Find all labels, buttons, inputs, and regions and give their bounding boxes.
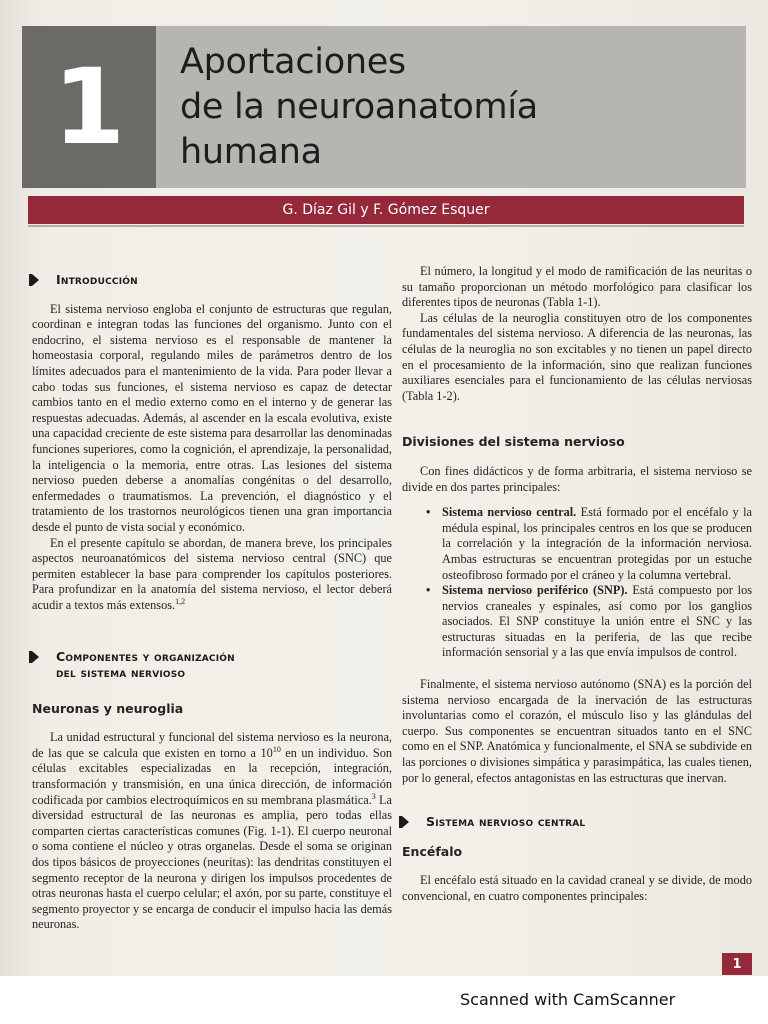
divisions-list	[402, 505, 752, 661]
chapter-title	[180, 40, 720, 175]
paragraph: El número, la longitud y el modo de ramificación de las neuritas o su tamaño proporcionan un método morfológico para clasificar los diferentes tipos de neuronas (Tabla 1-1).	[402, 264, 752, 310]
right-column	[402, 264, 752, 905]
scanner-watermark: Scanned with CamScanner	[460, 990, 676, 1009]
section-marker-icon	[32, 274, 39, 286]
subheading-encefalo: Encéfalo	[402, 843, 463, 859]
section-marker-icon	[402, 816, 409, 828]
chapter-number: 1	[52, 46, 126, 168]
section-heading-componentes: Componentes y organización del sistema nervioso	[32, 649, 392, 680]
section-marker-icon	[32, 651, 39, 663]
chapter-title-line: de la neuroanatomía	[180, 87, 538, 127]
paragraph: Las células de la neuroglia constituyen otro de los componentes fundamentales del sistema nervioso. A diferencia de las neuronas, las células de la neuroglia no son excitables y no tienen un papel directo en el procesamiento de la información, sino que realizan funciones auxiliares esenciales para el funcionamiento de las células nerviosas (Tabla 1-2).	[402, 310, 752, 403]
paragraph: La unidad estructural y funcional del sistema nervioso es la neurona, de las que se calcula que existen en torno a $10^{10}$ en un individuo. Son células excitables especializadas en la recepción, integración, transformación y transmisión, en una única dirección, de información codificada por cambios electroquímicos en su membrana plasmática.$^3$ La diversidad estructural de las neuronas es amplia, pero todas ellas comparten ciertas características comunes (Fig. 1-1). El cuerpo neuronal o soma contiene el núcleo y otras organelas. Desde el soma se originan dos tipos básicos de proyecciones (neuritas): las dendritas constituyen el segmento receptor de la neurona y dirigen los impulsos procedentes de otras neuronas hasta el cuerpo celular; el axón, por su parte, constituye el segmento proyector y se encarga de conducir el impulso hacia las demás neuronas.	[32, 730, 392, 932]
bullet-icon: •	[426, 505, 431, 520]
section-heading-introduccion: Introducción	[32, 272, 392, 288]
authors: G. Díaz Gil y F. Gómez Esquer	[282, 202, 490, 218]
reference-superscript: 1,2	[175, 596, 186, 606]
page-number-box	[722, 953, 752, 975]
divider	[28, 225, 744, 227]
paragraph: Con fines didácticos y de forma arbitraria, el sistema nervioso se divide en dos partes principales:	[402, 463, 752, 494]
subheading-neuronas: Neuronas y neuroglia	[32, 700, 184, 716]
list-item: • Sistema nervioso periférico (SNP). Está compuesto por los nervios craneales y espinales, así como por los ganglios asociados. El SNP constituye la unión entre el SNC y las estructuras situadas en la periferia, de las que recibe información sensorial y a las que envía impulsos de control.	[426, 583, 752, 660]
chapter-title-line: humana	[180, 132, 322, 172]
section-heading-snc: Sistema nervioso central	[402, 814, 752, 830]
chapter-title-line: Aportaciones	[180, 42, 406, 82]
paragraph: El encéfalo está situado en la cavidad craneal y se divide, de modo convencional, en cuatro componentes principales:	[402, 873, 752, 903]
page-number: 1	[732, 956, 742, 972]
paragraph: En el presente capítulo se abordan, de manera breve, los principales aspectos neuroanatómicos del sistema nervioso central (SNC) que permiten establecer la base para comprender los capítulos posteriores. Para profundizar en la anatomía del sistema nervioso, el lector deberá acudir a textos más extensos.$^{1,2}$	[32, 535, 392, 612]
reference-superscript: 3	[371, 791, 376, 801]
paragraph: El sistema nervioso engloba el conjunto de estructuras que regulan, coordinan e integran todas las funciones del organismo. Junto con el endocrino, el sistema nervioso es el responsable de mantener la homeostasia corporal, regulando miles de parámetros dentro de los límites adecuados para el mantenimiento de la vida. Para poder llevar a cabo todas sus funciones, el sistema nervioso es capaz de detectar cambios tanto en el medio externo como en el interno y de generar las respuestas adecuadas. Además, al ascender en la escala evolutiva, existe una capacidad creciente de este sistema para desarrollar las denominadas funciones superiores, como la cognición, el aprendizaje, la personalidad, la inteligencia o la memoria, entre otras. Las lesiones del sistema nervioso pueden deberse a anomalías congénitas o del desarrollo, enfermedades o traumatismos. La prevención, el diagnóstico y el tratamiento de los trastornos neurológicos tienen una gran importancia desde el punto de vista social y económico.	[32, 301, 392, 534]
authors-bar	[28, 196, 744, 224]
left-column	[32, 272, 392, 933]
exponent: 10	[272, 744, 281, 754]
chapter-number-box	[22, 26, 156, 188]
paragraph: Finalmente, el sistema nervioso autónomo (SNA) es la porción del sistema nervioso encargada de la inervación de las estructuras involuntarias como el corazón, el músculo liso y las glándulas del cuerpo. Sus componentes se encuentran situados tanto en el SNC como en el SNP. Anatómica y funcionalmente, el SNA se subdivide en las porciones o divisiones simpática y parasimpática, las cuales tienen, por lo general, efectos antagonistas en las estructuras que inervan.	[402, 677, 752, 785]
subheading-divisiones: Divisiones del sistema nervioso	[402, 434, 625, 450]
bullet-icon: •	[426, 583, 431, 598]
list-item: • Sistema nervioso central. Está formado por el encéfalo y la médula espinal, los principales centros en los que se producen la correlación y la integración de la información nerviosa. Ambas estructuras se encuentran protegidas por un estuche osteofibroso formado por el cráneo y la columna vertebral.	[426, 505, 752, 582]
